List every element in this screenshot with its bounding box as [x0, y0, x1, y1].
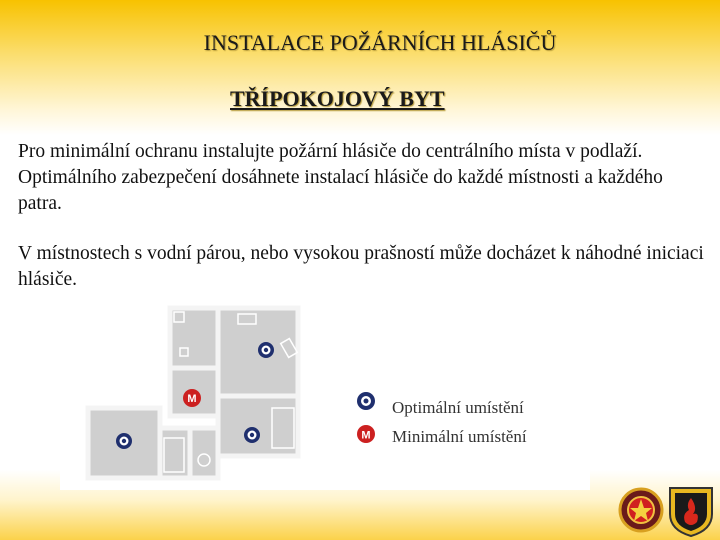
- plan-optimal-detector-bedroom: [244, 427, 260, 443]
- room-wc: [190, 428, 218, 478]
- legend-minimal-label: Minimální umístění: [392, 427, 527, 446]
- svg-text:M: M: [187, 393, 197, 405]
- legend-minimal-icon: [357, 425, 375, 443]
- plan-optimal-detector-living: [258, 342, 274, 358]
- plan-minimal-detector-hall: [183, 389, 201, 407]
- page-subtitle: TŘÍPOKOJOVÝ BYT: [230, 86, 445, 111]
- paragraph-steam-dust: V místnostech s vodní párou, nebo vysokou prašností může docházet k náhodné iniciaci hlásiče.: [18, 243, 704, 290]
- room-small-top: [170, 308, 218, 368]
- fire-rescue-emblem-icon: [618, 486, 664, 534]
- legend-optimal-icon: [357, 392, 375, 410]
- room-bedroom: [218, 396, 298, 456]
- svg-text:M: M: [361, 429, 371, 442]
- fire-brigade-shield-icon: [666, 484, 716, 538]
- legend-optimal-label: Optimální umístění: [392, 398, 524, 417]
- page-title: INSTALACE POŽÁRNÍCH HLÁSIČŮ: [203, 30, 557, 55]
- floor-plan-illustration: [60, 300, 590, 490]
- plan-optimal-detector-left-room: [116, 433, 132, 449]
- paragraph-minimal-protection: Pro minimální ochranu instalujte požární hlásiče do centrálního místa v podlaží. Optimálního zabezpečení dosáhnete instalací hlásiče do každé místnosti a každého patra.: [18, 141, 663, 214]
